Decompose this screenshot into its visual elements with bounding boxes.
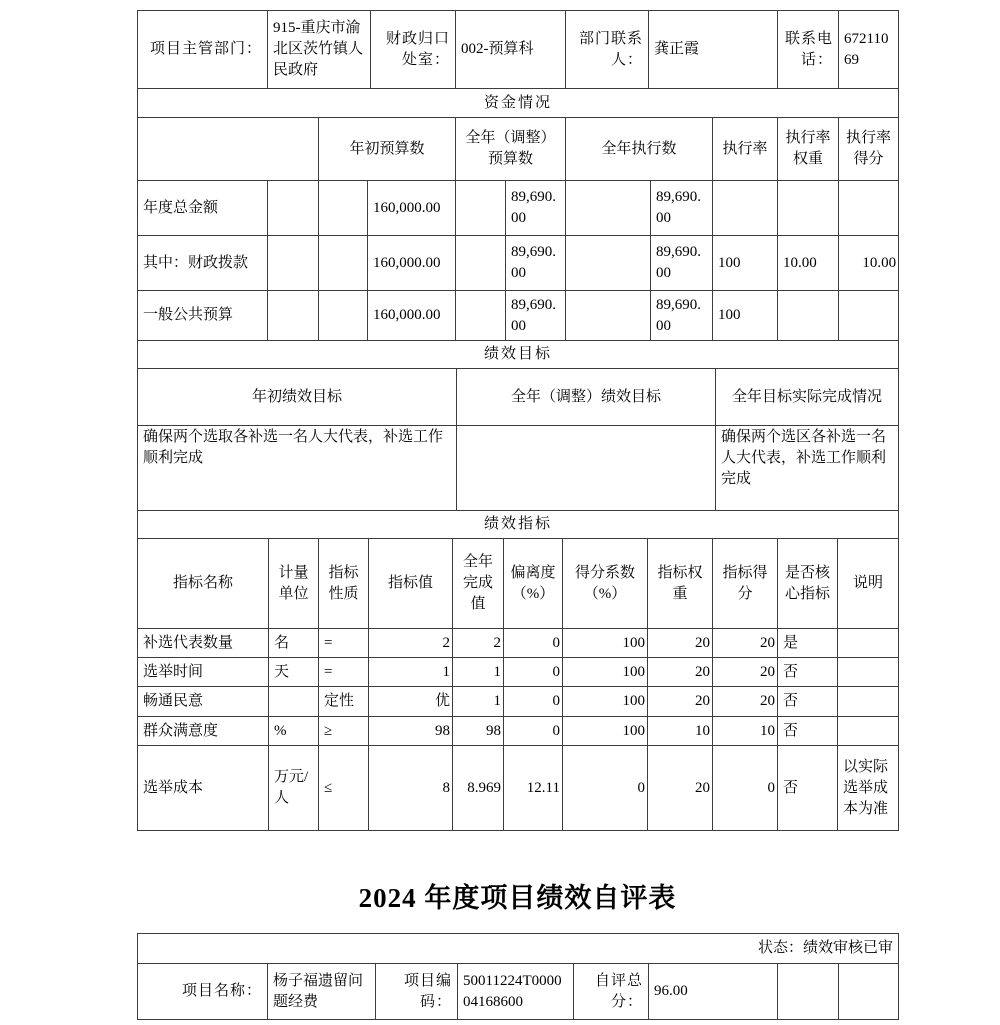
indicator-name-header: 指标名称 <box>138 539 269 629</box>
nature-header: 指标性质 <box>319 539 369 629</box>
project-info-table <box>137 933 899 1020</box>
empty-cell <box>778 964 839 1020</box>
funding-table <box>137 88 899 341</box>
report-content <box>137 10 898 1020</box>
unit-value: 天 <box>269 658 319 687</box>
core-indicator-header: 是否核心指标 <box>778 539 838 629</box>
completion-value: 1 <box>453 658 504 687</box>
unit-header: 计量单位 <box>269 539 319 629</box>
self-score-label: 自评总分： <box>574 964 649 1020</box>
score-coefficient-header: 得分系数（%） <box>563 539 648 629</box>
header-info-row <box>138 11 899 89</box>
empty-cell <box>566 291 651 341</box>
self-score-value: 96.00 <box>649 964 778 1020</box>
note-header: 说明 <box>838 539 899 629</box>
project-code-value: 50011224T000004168600 <box>458 964 574 1020</box>
note-value: 以实际选举成本为准 <box>838 746 899 831</box>
target-value: 优 <box>369 687 453 717</box>
indicator-row <box>138 629 899 658</box>
nature-value: ≥ <box>319 717 369 746</box>
indicator-name: 群众满意度 <box>138 717 269 746</box>
indicator-weight-value: 20 <box>648 658 713 687</box>
nature-value: = <box>319 658 369 687</box>
score-coefficient-value: 100 <box>563 717 648 746</box>
funding-row-label: 一般公共预算 <box>138 291 268 341</box>
deviation-value: 0 <box>504 717 563 746</box>
indicators-section-row <box>138 511 899 539</box>
unit-value: 万元/人 <box>269 746 319 831</box>
project-name-value: 杨子福遗留问题经费 <box>268 964 376 1020</box>
goals-section-row <box>138 341 899 369</box>
indicators-header-row <box>138 539 899 629</box>
rate-weight-value <box>778 181 839 236</box>
adjusted-goal-header: 全年（调整）绩效目标 <box>457 369 716 426</box>
initial-budget-value: 160,000.00 <box>368 291 456 341</box>
empty-cell <box>319 236 368 291</box>
indicator-name: 选举时间 <box>138 658 269 687</box>
rate-score-header: 执行率得分 <box>839 118 899 181</box>
indicator-score-value: 20 <box>713 658 778 687</box>
indicator-weight-value: 20 <box>648 687 713 717</box>
core-indicator-value: 否 <box>778 658 838 687</box>
project-name-label: 项目名称： <box>138 964 268 1020</box>
indicator-score-value: 10 <box>713 717 778 746</box>
deviation-value: 0 <box>504 658 563 687</box>
project-code-label: 项目编码： <box>376 964 458 1020</box>
nature-value: = <box>319 629 369 658</box>
contact-person-value: 龚正霞 <box>649 11 778 89</box>
target-value: 8 <box>369 746 453 831</box>
score-coefficient-value: 100 <box>563 687 648 717</box>
target-value-header: 指标值 <box>369 539 453 629</box>
completion-value: 98 <box>453 717 504 746</box>
completion-value: 8.969 <box>453 746 504 831</box>
status-badge: 状态：绩效审核已审 <box>138 934 899 964</box>
empty-cell <box>839 964 899 1020</box>
contact-person-label: 部门联系人： <box>566 11 649 89</box>
empty-cell <box>268 236 319 291</box>
executed-value: 89,690.00 <box>651 236 713 291</box>
unit-value: 名 <box>269 629 319 658</box>
funding-section-title: 资金情况 <box>138 89 899 118</box>
execution-rate-value: 100 <box>713 236 778 291</box>
score-coefficient-value: 0 <box>563 746 648 831</box>
unit-value: % <box>269 717 319 746</box>
rate-score-value <box>839 291 899 341</box>
goal-completion-header: 全年目标实际完成情况 <box>716 369 899 426</box>
execution-rate-value: 100 <box>713 291 778 341</box>
score-coefficient-value: 100 <box>563 629 648 658</box>
indicator-score-value: 20 <box>713 629 778 658</box>
empty-cell <box>566 181 651 236</box>
page-title: 2024 年度项目绩效自评表 <box>358 883 677 913</box>
indicator-score-value: 0 <box>713 746 778 831</box>
empty-cell <box>456 291 506 341</box>
indicator-score-value: 20 <box>713 687 778 717</box>
completion-value: 2 <box>453 629 504 658</box>
deviation-header: 偏离度（%） <box>504 539 563 629</box>
target-value: 2 <box>369 629 453 658</box>
initial-goal-header: 年初绩效目标 <box>138 369 457 426</box>
indicator-weight-value: 10 <box>648 717 713 746</box>
indicator-name: 畅通民意 <box>138 687 269 717</box>
executed-value: 89,690.00 <box>651 291 713 341</box>
indicator-name: 补选代表数量 <box>138 629 269 658</box>
rate-score-value <box>839 181 899 236</box>
adjusted-budget-value: 89,690.00 <box>506 291 566 341</box>
initial-budget-header: 年初预算数 <box>319 118 456 181</box>
goal-completion-value: 确保两个选区各补选一名人大代表，补选工作顺利完成 <box>716 426 899 511</box>
goals-content-row <box>138 426 899 511</box>
goals-section-title: 绩效目标 <box>138 341 899 369</box>
rate-weight-value: 10.00 <box>778 236 839 291</box>
funding-row-public-budget <box>138 291 899 341</box>
indicator-score-header: 指标得分 <box>713 539 778 629</box>
core-indicator-value: 否 <box>778 717 838 746</box>
status-row <box>138 934 899 964</box>
goals-header-row <box>138 369 899 426</box>
indicator-name: 选举成本 <box>138 746 269 831</box>
empty-cell <box>268 181 319 236</box>
score-coefficient-value: 100 <box>563 658 648 687</box>
adjusted-budget-value: 89,690.00 <box>506 236 566 291</box>
indicator-weight-value: 20 <box>648 746 713 831</box>
nature-value: 定性 <box>319 687 369 717</box>
note-value <box>838 658 899 687</box>
funding-header-row <box>138 118 899 181</box>
project-department-value: 915-重庆市渝北区茨竹镇人民政府 <box>268 11 371 89</box>
indicator-row <box>138 717 899 746</box>
note-value <box>838 717 899 746</box>
executed-header: 全年执行数 <box>566 118 713 181</box>
target-value: 1 <box>369 658 453 687</box>
empty-cell <box>456 181 506 236</box>
adjusted-budget-value: 89,690.00 <box>506 181 566 236</box>
funding-row-fiscal <box>138 236 899 291</box>
rate-weight-value <box>778 291 839 341</box>
contact-phone-label: 联系电话： <box>778 11 839 89</box>
adjusted-goal-value <box>457 426 716 511</box>
executed-value: 89,690.00 <box>651 181 713 236</box>
empty-cell <box>138 118 319 181</box>
note-value <box>838 629 899 658</box>
indicator-row <box>138 687 899 717</box>
indicator-row <box>138 658 899 687</box>
indicator-row <box>138 746 899 831</box>
execution-rate-value <box>713 181 778 236</box>
finance-office-label: 财政归口处室： <box>371 11 456 89</box>
empty-cell <box>319 181 368 236</box>
contact-phone-value: 67211069 <box>839 11 899 89</box>
initial-budget-value: 160,000.00 <box>368 236 456 291</box>
funding-row-total <box>138 181 899 236</box>
funding-section-row <box>138 89 899 118</box>
goals-table <box>137 340 899 511</box>
note-value <box>838 687 899 717</box>
empty-cell <box>566 236 651 291</box>
header-info-table <box>137 10 899 89</box>
deviation-value: 0 <box>504 629 563 658</box>
completion-value-header: 全年完成值 <box>453 539 504 629</box>
initial-goal-value: 确保两个选取各补选一名人大代表，补选工作顺利完成 <box>138 426 457 511</box>
empty-cell <box>268 291 319 341</box>
target-value: 98 <box>369 717 453 746</box>
nature-value: ≤ <box>319 746 369 831</box>
empty-cell <box>319 291 368 341</box>
adjusted-budget-header: 全年（调整）预算数 <box>456 118 566 181</box>
empty-cell <box>456 236 506 291</box>
funding-row-label: 其中：财政拨款 <box>138 236 268 291</box>
initial-budget-value: 160,000.00 <box>368 181 456 236</box>
execution-rate-header: 执行率 <box>713 118 778 181</box>
core-indicator-value: 是 <box>778 629 838 658</box>
unit-value <box>269 687 319 717</box>
funding-row-label: 年度总金额 <box>138 181 268 236</box>
core-indicator-value: 否 <box>778 746 838 831</box>
indicator-weight-header: 指标权重 <box>648 539 713 629</box>
deviation-value: 12.11 <box>504 746 563 831</box>
indicator-weight-value: 20 <box>648 629 713 658</box>
completion-value: 1 <box>453 687 504 717</box>
core-indicator-value: 否 <box>778 687 838 717</box>
deviation-value: 0 <box>504 687 563 717</box>
rate-score-value: 10.00 <box>839 236 899 291</box>
project-department-label: 项目主管部门： <box>138 11 268 89</box>
rate-weight-header: 执行率权重 <box>778 118 839 181</box>
indicators-section-title: 绩效指标 <box>138 511 899 539</box>
indicators-table <box>137 510 899 831</box>
finance-office-value: 002-预算科 <box>456 11 566 89</box>
project-info-row <box>138 964 899 1020</box>
